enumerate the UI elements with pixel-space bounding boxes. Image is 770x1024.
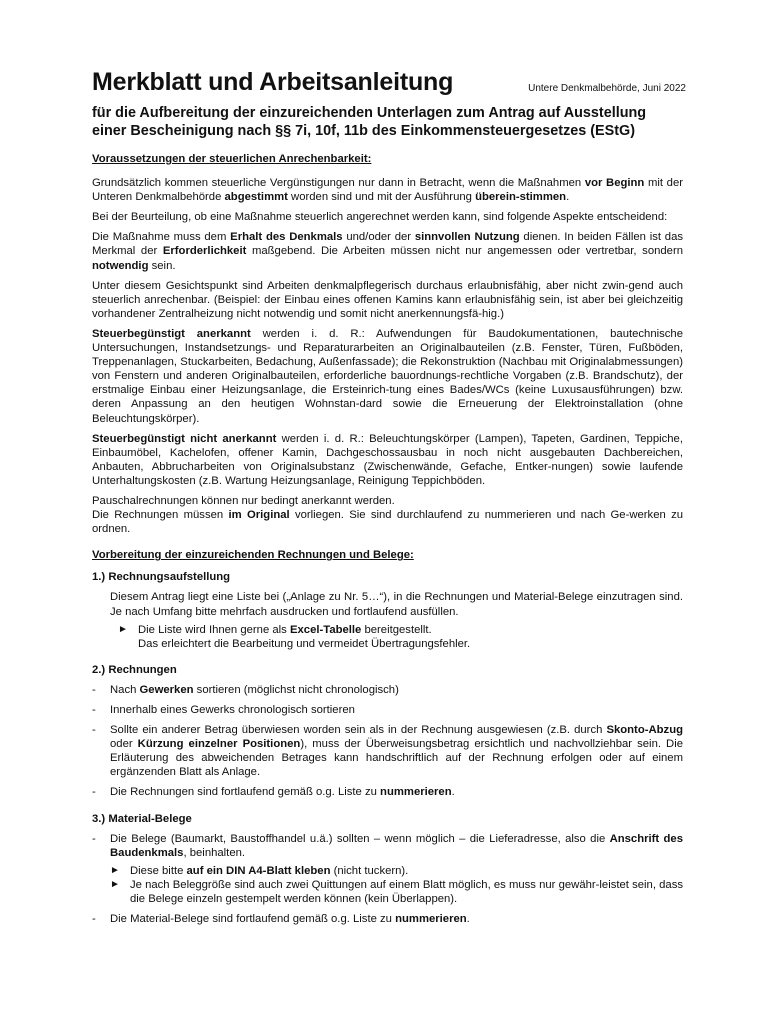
- bold-run: Kürzung einzelner Positionen: [137, 738, 301, 751]
- text-run: worden sind und mit der Ausführung: [287, 191, 476, 204]
- text-run: bereitgestellt.: [361, 623, 432, 636]
- text-run: maßgebend. Die Arbeiten müssen nicht nur angemessen oder vertretbar, sondern: [246, 245, 683, 258]
- arrow-item-text: [138, 623, 683, 651]
- text-run: Sollte ein anderer Betrag überwiesen worden sein als in der Rechnung ausgewiesen (z.B. durch: [110, 724, 607, 737]
- paragraph-invoices-note: [92, 494, 683, 536]
- text-run: .: [566, 191, 570, 204]
- arrow-item-text: [130, 864, 683, 878]
- text-run: sortieren (möglichst nicht chronologisch): [193, 683, 399, 696]
- paragraph-prerequisites: [92, 176, 683, 204]
- authority-date: Untere Denkmalbehörde, Juni 2022: [528, 83, 686, 94]
- bold-run: Excel-Tabelle: [289, 623, 362, 636]
- subheading-invoices: 2.) Rechnungen: [92, 663, 177, 676]
- text-run: oder: [110, 738, 138, 751]
- arrow-item-glue: [92, 864, 683, 878]
- text-run: vorliegen. Sie sind durchlaufend zu nummerieren und nach Ge-werken zu ordnen.: [92, 509, 684, 536]
- list-item: [92, 785, 683, 799]
- text-run: Pauschalrechnungen können nur bedingt anerkannt werden.: [92, 494, 395, 507]
- paragraph-necessity: [92, 230, 683, 272]
- text-run: Grundsätzlich kommen steuerliche Vergünstigungen nur dann in Betracht, wenn die Maßnahmen: [92, 177, 585, 190]
- text-run: ), muss der Überweisungsbetrag ersichtlich und nachvollziehbar sein. Die Erläuterung des abweichenden Betrages kann handschriftlich auf der Rechnung erfolgen oder auf einem ergänzenden Blatt als Anlage.: [110, 738, 684, 779]
- text-run: Diese bitte: [130, 864, 187, 877]
- list-item: [92, 832, 683, 860]
- paragraph-invoice-list: Diesem Antrag liegt eine Liste bei („Anlage zu Nr. 5…“), in die Rechnungen und Material-Belege einzutragen sind. Je nach Umfang bitte mehrfach ausdrucken und fortlaufend ausfüllen.: [110, 591, 683, 618]
- document-header: [92, 68, 686, 102]
- arrow-item-excel: [92, 623, 683, 651]
- arrow-bullet-icon: ►: [110, 864, 120, 876]
- bold-run: notwendig: [92, 259, 149, 272]
- text-run: Das erleichtert die Bearbeitung und vermeidet Übertragungsfehler.: [138, 637, 471, 650]
- bold-run: nummerieren: [395, 913, 467, 926]
- text-run: Die Belege (Baumarkt, Baustoffhandel u.ä.) sollten – wenn möglich – die Lieferadresse, also die: [110, 832, 610, 845]
- bold-run: Anschrift des Baudenkmals: [110, 832, 683, 859]
- bold-run: nummerieren: [380, 786, 452, 799]
- subtitle-line-2: einer Bescheinigung nach §§ 7i, 10f, 11b des Einkommensteuergesetzes (EStG): [92, 123, 636, 139]
- bold-run: überein-stimmen: [475, 191, 567, 204]
- text-run: (nicht tuckern).: [330, 864, 409, 877]
- bold-run: Erhalt des Denkmals: [230, 231, 343, 244]
- paragraph-assessment: Bei der Beurteilung, ob eine Maßnahme steuerlich angerechnet werden kann, sind folgende Aspekte entscheidend:: [92, 211, 668, 224]
- bold-run: Gewerken: [139, 683, 194, 696]
- dash-bullet: -: [92, 786, 96, 799]
- bold-run: im Original: [228, 509, 290, 522]
- dash-bullet: -: [92, 724, 96, 737]
- list-item: [92, 723, 683, 779]
- list-item-text: [110, 683, 683, 697]
- text-run: .: [466, 913, 470, 926]
- text-run: werden i. d. R.: Aufwendungen für Baudokumentationen, bautechnische Untersuchungen, Instandsetzungs- und Reparaturarbeiten an Originalbauteilen (z.B. Fenster, Türen, Fußböden, Treppenanlagen, Stuckarbeiten, Bedachung, Außenfassade); die Rekonstruktion (Nachbau mit Originalabmessungen) von Fenstern und anderen Originalbauteilen, erforderliche bauordnungs-rechtliche Vorgaben (z.B. Brandschutz), der erstmalige Einbau einer Heizungsanlage, die Ersteinrich-tung eines Bades/WCs (keine Luxusausführungen) bzw. deren Anpassung an den heutigen Wohnstan-dard sowie die Erneuerung der Elektroinstallation (ohne Beleuchtungskörper).: [92, 327, 683, 425]
- subheading-invoice-list: 1.) Rechnungsaufstellung: [92, 571, 231, 584]
- dash-bullet: -: [92, 913, 96, 926]
- arrow-bullet-icon: ►: [118, 623, 128, 635]
- paragraph-example: Unter diesem Gesichtspunkt sind Arbeiten denkmalpflegerisch durchaus erlaubnisfähig, aber nicht zwin-gend auch steuerlich anrechenbar. (Beispiel: der Einbau eines offenen Kamins kann erlaubnisfähig sein, ist aber bei gleichzeitig vorhandener Zentralheizung nicht notwendig und somit nicht anerkennungsfä-hig.): [92, 279, 683, 320]
- bold-run: Steuerbegünstigt nicht anerkannt: [92, 432, 277, 445]
- text-run: dienen. In beiden Fällen ist das Merkmal der: [92, 231, 683, 258]
- arrow-item-size: [92, 878, 683, 906]
- list-item: [92, 683, 683, 697]
- dash-bullet: -: [92, 704, 96, 716]
- arrow-item-text: Je nach Beleggröße sind auch zwei Quittungen auf einem Blatt möglich, es muss nur gewähr-leistet sein, dass die Belege einzeln gestempelt werden können (kein Überlappen).: [130, 878, 683, 906]
- text-run: .: [451, 786, 455, 799]
- list-item-text: Innerhalb eines Gewerks chronologisch sortieren: [110, 704, 355, 716]
- section-heading-preparation: Vorbereitung der einzureichenden Rechnungen und Belege:: [92, 549, 414, 562]
- text-run: , beinhalten.: [183, 846, 246, 859]
- document-subtitle: [92, 104, 692, 140]
- section-heading-prerequisites: Voraussetzungen der steuerlichen Anrechenbarkeit:: [92, 153, 372, 165]
- bold-run: auf ein DIN A4-Blatt kleben: [186, 864, 331, 877]
- bold-run: Skonto-Abzug: [606, 724, 683, 737]
- bold-run: vor Beginn: [584, 177, 645, 190]
- text-run: werden i. d. R.: Beleuchtungskörper (Lampen), Tapeten, Gardinen, Teppiche, Einbaumöbel, Kachelofen, offener Kamin, Dachgeschossausbau in noch nicht ausgebauten Dachbereichen, Anbauten, Abbrucharbeiten von Originalsubstanz (Zwischenwände, Gefache, Entker-nungen) sowie laufende Unterhaltungskosten (z.B. Wartung Heizungsanlage, Reinigung Teppichböden.: [92, 432, 683, 487]
- text-run: Die Material-Belege sind fortlaufend gemäß o.g. Liste zu: [110, 913, 396, 926]
- list-item-text: [110, 912, 683, 926]
- list-item-text: [110, 723, 683, 779]
- text-run: und/oder der: [342, 231, 415, 244]
- document-body: [92, 152, 683, 926]
- text-run: Die Liste wird Ihnen gerne als: [138, 623, 290, 636]
- list-item-text: [110, 785, 683, 799]
- text-run: Nach: [110, 683, 140, 696]
- paragraph-recognized: [92, 327, 683, 426]
- subtitle-line-1: für die Aufbereitung der einzureichenden Unterlagen zum Antrag auf Ausstellung: [92, 105, 647, 121]
- document-title: Merkblatt und Arbeitsanleitung: [92, 68, 454, 96]
- subheading-material-receipts: 3.) Material-Belege: [92, 812, 192, 825]
- list-item-text: [110, 832, 683, 860]
- text-run: Die Maßnahme muss dem: [92, 231, 231, 244]
- bold-run: sinnvollen Nutzung: [414, 231, 520, 244]
- paragraph-not-recognized: [92, 432, 683, 488]
- text-run: mit der Unteren Denkmalbehörde: [92, 177, 683, 204]
- bold-run: Steuerbegünstigt anerkannt: [92, 327, 251, 340]
- arrow-bullet-icon: ►: [110, 878, 120, 890]
- bold-run: abgestimmt: [224, 191, 288, 204]
- dash-bullet: -: [92, 683, 96, 696]
- bold-run: Erforderlichkeit: [162, 245, 247, 258]
- list-item: [92, 912, 683, 926]
- text-run: Die Rechnungen sind fortlaufend gemäß o.g. Liste zu: [110, 786, 381, 799]
- text-run: sein.: [148, 259, 176, 272]
- text-run: Die Rechnungen müssen: [92, 509, 229, 522]
- dash-bullet: -: [92, 832, 96, 845]
- list-item: [92, 703, 683, 717]
